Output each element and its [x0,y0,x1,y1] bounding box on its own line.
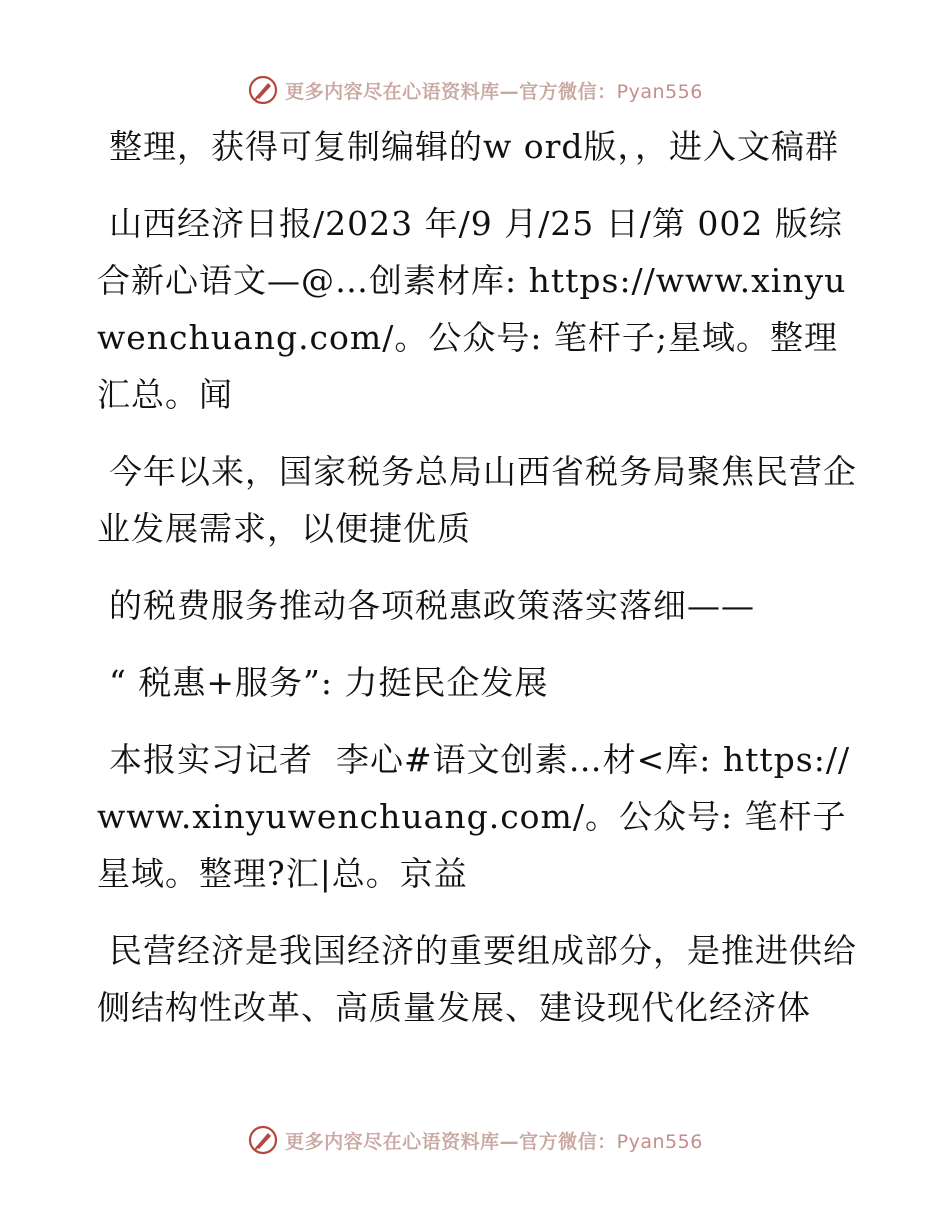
paragraph-3: 今年以来，国家税务总局山西省税务局聚焦民营企业发展需求，以便捷优质 [97,452,857,548]
article-headline: “ 税惠+服务”: 力挺民企发展 [109,663,549,702]
footer-banner [0,1120,950,1160]
header-banner-text: 更多内容尽在心语资料库—官方微信：Pyan556 [285,80,703,103]
paragraph-1: 整理，获得可复制编辑的w ord版，，进入文稿群 [109,127,840,166]
paragraph-2: 山西经济日报/2023 年/9 月/25 日/第 002 版综合新心语文—@…创素材库: https://www.xinyuwenchuang.com/。公众号: 笔杆子;星域。整理汇总。闻 [97,204,847,414]
footer-wechat-id: Pyan556 [616,1130,703,1153]
header-wechat-id: Pyan556 [616,80,703,103]
paragraph-7: 民营经济是我国经济的重要组成部分，是推进供给侧结构性改革、高质量发展、建设现代化经济体 [97,931,857,1027]
byline-paragraph: 本报实习记者 李心#语文创素…材<库: https://www.xinyuwenchuang.com/。公众号: 笔杆子星域。整理?汇|总。京益 [97,740,851,893]
paragraph-4: 的税费服务推动各项税惠政策落实落细—— [109,586,755,625]
document-body [97,118,857,1056]
footer-banner-text: 更多内容尽在心语资料库—官方微信：Pyan556 [285,1130,703,1153]
quill-pen-logo-icon [247,1124,279,1156]
quill-pen-logo-icon [247,74,279,106]
header-banner [0,70,950,110]
